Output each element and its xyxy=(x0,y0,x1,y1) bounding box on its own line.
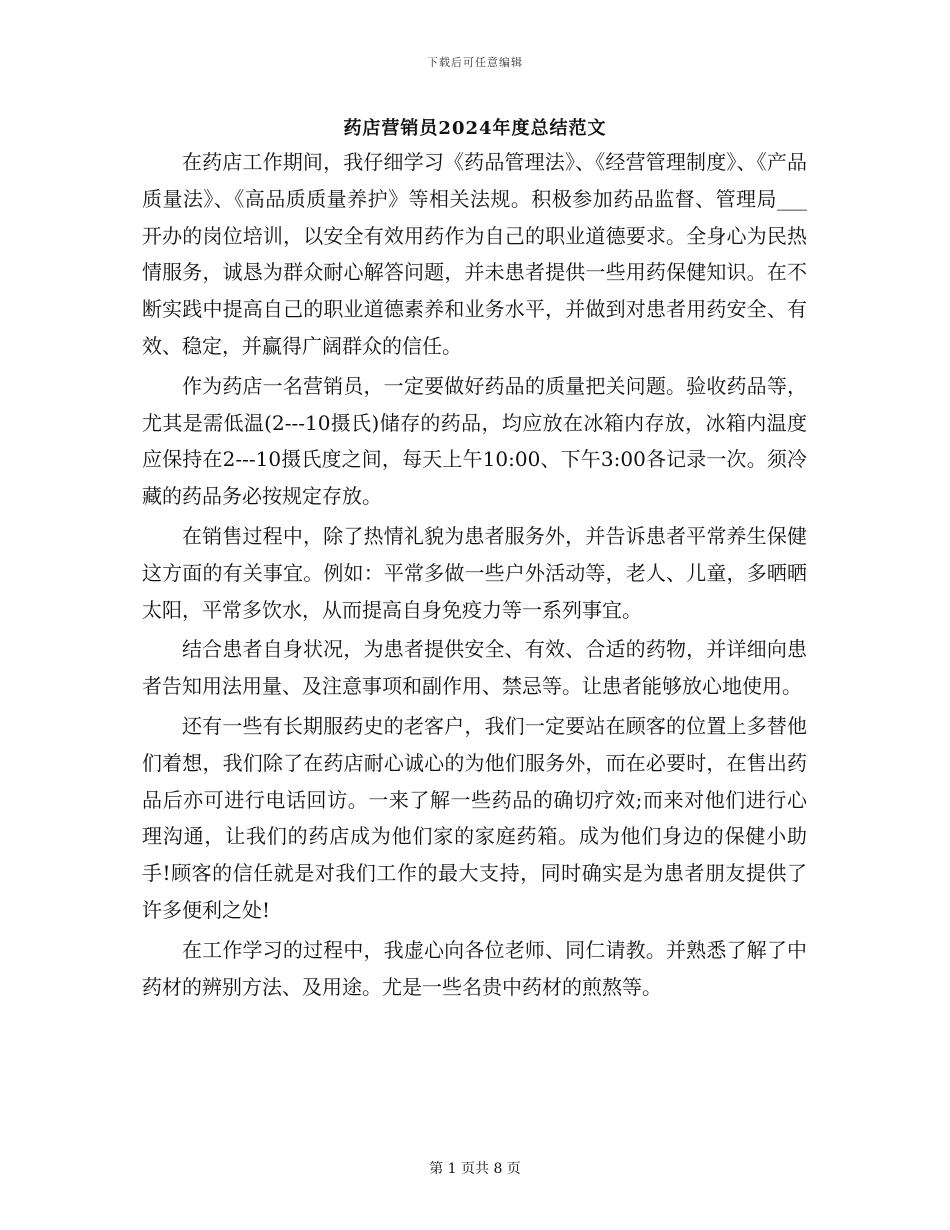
header-note: 下载后可任意编辑 xyxy=(427,56,523,69)
paragraph-6: 在工作学习的过程中，我虚心向各位老师、同仁请教。并熟悉了解了中药材的辨别方法、及用途。尤是一些名贵中药材的煎熬等。 xyxy=(142,937,807,999)
document-body xyxy=(142,144,807,1008)
paragraph-4: 结合患者自身状况，为患者提供安全、有效、合适的药物，并详细向患者告知用法用量、及注意事项和副作用、禁忌等。让患者能够放心地使用。 xyxy=(142,637,807,699)
paragraph-5: 还有一些有长期服药史的老客户，我们一定要站在顾客的位置上多替他们着想，我们除了在药店耐心诚心的为他们服务外，而在必要时，在售出药品后亦可进行电话回访。一来了解一些药品的确切疗效;而来对他们进行心理沟通，让我们的药店成为他们家的家庭药箱。成为他们身边的保健小助手!顾客的信任就是对我们工作的最大支持，同时确实是为患者朋友提供了许多便利之处! xyxy=(142,713,807,922)
paragraph-3: 在销售过程中，除了热情礼貌为患者服务外，并告诉患者平常养生保健这方面的有关事宜。例如：平常多做一些户外活动等，老人、儿童，多晒晒太阳，平常多饮水，从而提高自身免疫力等一系列事宜。 xyxy=(142,523,807,622)
page-number: 第 1 页共 8 页 xyxy=(429,1161,521,1177)
document-title: 药店营销员2024年度总结范文 xyxy=(343,118,607,139)
paragraph-2: 作为药店一名营销员，一定要做好药品的质量把关问题。验收药品等，尤其是需低温(2---10摄氏)储存的药品，均应放在冰箱内存放，冰箱内温度应保持在2---10摄氏度之间，每天上午10:00、下午3:00各记录一次。须冷藏的药品务必按规定存放。 xyxy=(142,373,807,509)
paragraph-1: 在药店工作期间，我仔细学习《药品管理法》、《经营管理制度》、《产品质量法》、《高品质质量养护》等相关法规。积极参加药品监督、管理局___开办的岗位培训，以安全有效用药作为自己的职业道德要求。全身心为民热情服务，诚恳为群众耐心解答问题，并未患者提供一些用药保健知识。在不断实践中提高自己的职业道德素养和业务水平，并做到对患者用药安全、有效、稳定，并赢得广阔群众的信任。 xyxy=(142,150,807,358)
